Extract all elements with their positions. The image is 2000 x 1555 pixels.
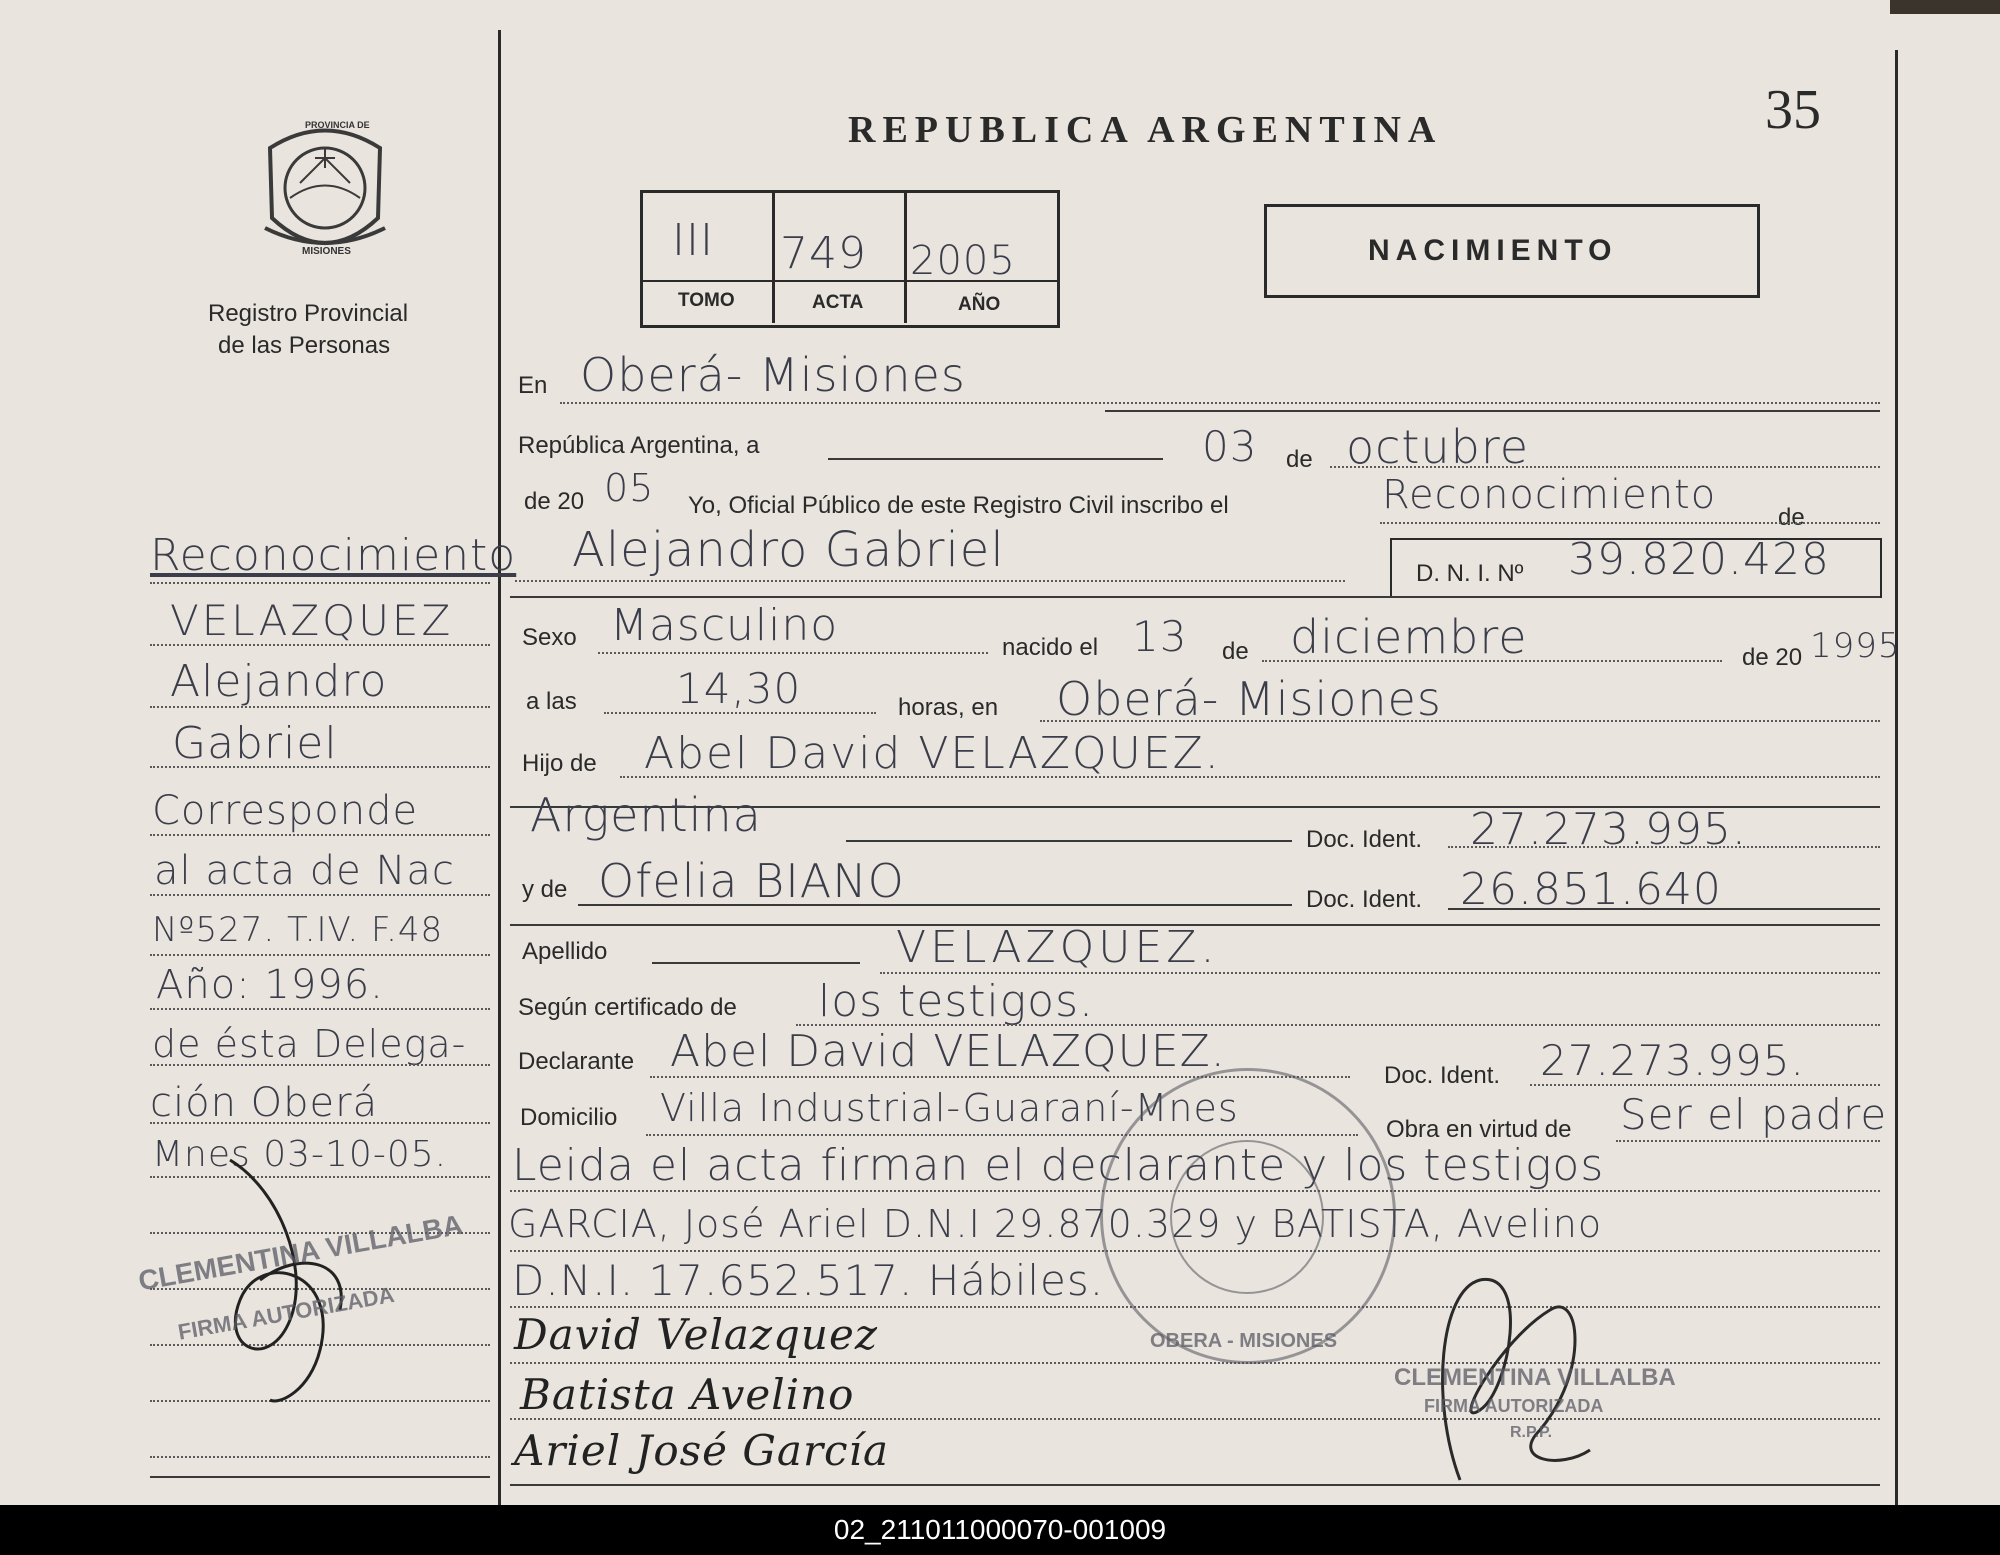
seal-bottom-text: MISIONES (302, 246, 351, 257)
doc-label-2: Doc. Ident. (1306, 886, 1423, 913)
birth-place: Oberá- Misiones (1056, 672, 1442, 726)
mother-doc: 26.851.640 (1460, 864, 1722, 915)
de-label: de (1286, 446, 1313, 473)
apellido-label: Apellido (522, 938, 608, 965)
acta-value: 749 (780, 228, 867, 279)
margin-note-line: ción Oberá (150, 1080, 379, 1126)
right-stamp-sub: R.P.P. (1510, 1424, 1553, 1441)
hour-value: 14,30 (676, 664, 802, 713)
birth-place-line (1040, 720, 1880, 722)
column-divider (498, 30, 501, 1505)
name-line (515, 580, 1345, 582)
de20-label: de 20 (524, 488, 585, 515)
margin-rule (150, 644, 490, 646)
background-edge (1890, 0, 2000, 14)
hijo-label: Hijo de (522, 750, 597, 777)
father-name: Abel David VELAZQUEZ. (644, 728, 1221, 779)
margin-rule (150, 1064, 490, 1066)
inscribo-value: Reconocimiento (1382, 472, 1717, 518)
act-type-label: NACIMIENTO (1368, 234, 1618, 267)
margin-note-line: de ésta Delega- (152, 1022, 467, 1066)
doc-label-1: Doc. Ident. (1306, 826, 1423, 853)
margin-note-line: Año: 1996. (156, 962, 384, 1008)
section-rule-1 (510, 596, 1880, 598)
de-label3: de (1222, 638, 1249, 665)
margin-rule (150, 954, 490, 956)
acta-header: ACTA (812, 292, 864, 313)
apellido-value: VELAZQUEZ. (896, 922, 1219, 973)
sexo-label: Sexo (522, 624, 577, 651)
reference-table-divider (772, 193, 775, 323)
right-border (1895, 50, 1898, 1505)
declarante-doc: 27.273.995. (1540, 1036, 1805, 1085)
page-number: 35 (1765, 79, 1821, 141)
signature-witness-2: Ariel José García (514, 1426, 890, 1475)
yde-label: y de (522, 876, 568, 903)
month-value: octubre (1346, 420, 1530, 474)
observation-line-c: D.N.I. 17.652.517. Hábiles. (512, 1256, 1105, 1305)
round-stamp-text: OBERA - MISIONES (1150, 1330, 1338, 1352)
obra-line (1616, 1140, 1880, 1142)
declarante-value: Abel David VELAZQUEZ. (670, 1026, 1226, 1077)
en-label: En (518, 372, 548, 399)
nationality-line (846, 840, 1292, 842)
sexo-line (598, 652, 988, 654)
ano-value: 2005 (910, 238, 1016, 284)
day-value: 03 (1202, 422, 1258, 471)
right-stamp-name: CLEMENTINA VILLALBA (1394, 1364, 1676, 1391)
margin-bottom-rule (150, 1476, 490, 1478)
margin-note-line: Reconocimiento (150, 530, 517, 581)
mother-doc-line (1448, 908, 1880, 910)
en-line (560, 402, 1880, 404)
father-doc-line (1448, 846, 1880, 848)
margin-note-line: al acta de Nac (154, 848, 455, 894)
registry-name-line1: Registro Provincial (208, 300, 409, 327)
obra-label: Obra en virtud de (1386, 1116, 1572, 1143)
left-stamp-name: CLEMENTINA VILLALBA (136, 1208, 466, 1297)
ano-header: AÑO (958, 294, 1001, 315)
margin-note-line: VELAZQUEZ (170, 596, 454, 645)
nacido-label: nacido el (1002, 634, 1099, 661)
segun-label: Según certificado de (518, 994, 737, 1021)
inscribo-line (1380, 522, 1880, 524)
alas-label: a las (526, 688, 577, 715)
horas-label: horas, en (898, 694, 999, 721)
bottom-rule-right (510, 1484, 1880, 1486)
file-caption: 02_211011000070-001009 (0, 1505, 2000, 1555)
domicilio-value: Villa Industrial-Guaraní-Mnes (660, 1086, 1239, 1130)
yo-text: Yo, Oficial Público de este Registro Civil inscribo el (688, 492, 1229, 519)
margin-rule (150, 766, 490, 768)
month-line (1330, 466, 1880, 468)
margin-rule (150, 1122, 490, 1124)
de-label2: de (1778, 504, 1805, 531)
round-stamp-inner (1170, 1140, 1324, 1294)
father-doc: 27.273.995. (1470, 804, 1747, 855)
father-nationality: Argentina (530, 788, 762, 842)
birth-month-line (1262, 660, 1722, 662)
margin-note-line: Mnes 03-10-05. (152, 1134, 448, 1175)
apellido-line (880, 972, 1880, 974)
margin-rule (150, 1008, 490, 1010)
mother-name: Ofelia BIANO (598, 854, 905, 908)
margin-rule (150, 894, 490, 896)
doc-label-3: Doc. Ident. (1384, 1062, 1501, 1089)
right-stamp-role: FIRMA AUTORIZADA (1424, 1396, 1604, 1416)
left-stamp-role: FIRMA AUTORIZADA (176, 1281, 397, 1345)
republica-line (828, 458, 1163, 460)
dni-label: D. N. I. Nº (1416, 560, 1524, 587)
birth-month: diciembre (1290, 610, 1528, 664)
en-line-solid (1105, 410, 1880, 412)
sexo-value: Masculino (610, 600, 839, 651)
margin-note-line: Alejandro (170, 656, 388, 707)
mother-line (578, 904, 1292, 906)
name-value: Alejandro Gabriel (572, 522, 1005, 578)
year-suffix: 05 (604, 466, 655, 510)
country-title: REPUBLICA ARGENTINA (848, 109, 1443, 151)
province-seal (250, 118, 400, 268)
de20-label2: de 20 (1742, 644, 1803, 671)
reference-table-divider (904, 193, 907, 323)
domicilio-label: Domicilio (520, 1104, 618, 1131)
tomo-header: TOMO (678, 290, 735, 311)
margin-rule (150, 706, 490, 708)
margin-rule (150, 582, 490, 584)
dni-value: 39.820.428 (1568, 534, 1830, 585)
margin-note-line: Corresponde (152, 788, 419, 834)
hour-line (604, 712, 876, 714)
tomo-value: III (672, 215, 714, 266)
margin-note-line: Gabriel (172, 718, 338, 769)
signature-declarante: David Velazquez (514, 1310, 878, 1359)
apellido-line-left (652, 962, 860, 964)
segun-value: los testigos. (818, 976, 1095, 1027)
declarante-doc-line (1530, 1084, 1880, 1086)
father-line (620, 776, 1880, 778)
margin-rule (150, 1456, 490, 1458)
republica-label: República Argentina, a (518, 432, 760, 459)
signature-witness-1: Batista Avelino (520, 1370, 855, 1419)
margin-rule (150, 834, 490, 836)
declarante-label: Declarante (518, 1048, 635, 1075)
obra-value: Ser el padre (1620, 1090, 1888, 1139)
en-value: Oberá- Misiones (580, 348, 966, 402)
birth-day: 13 (1132, 612, 1188, 661)
margin-note-line: Nº527. T.IV. F.48 (152, 910, 444, 950)
birth-year-suffix: 1995 (1810, 626, 1901, 666)
observation-line-a: Leida el acta firman el declarante y los testigos (512, 1140, 1605, 1191)
seal-top-text: PROVINCIA DE (305, 120, 370, 130)
registry-name-line2: de las Personas (218, 332, 391, 359)
observation-line-b: GARCIA, José Ariel D.N.I 29.870.329 y BATISTA, Avelino (508, 1202, 1603, 1246)
